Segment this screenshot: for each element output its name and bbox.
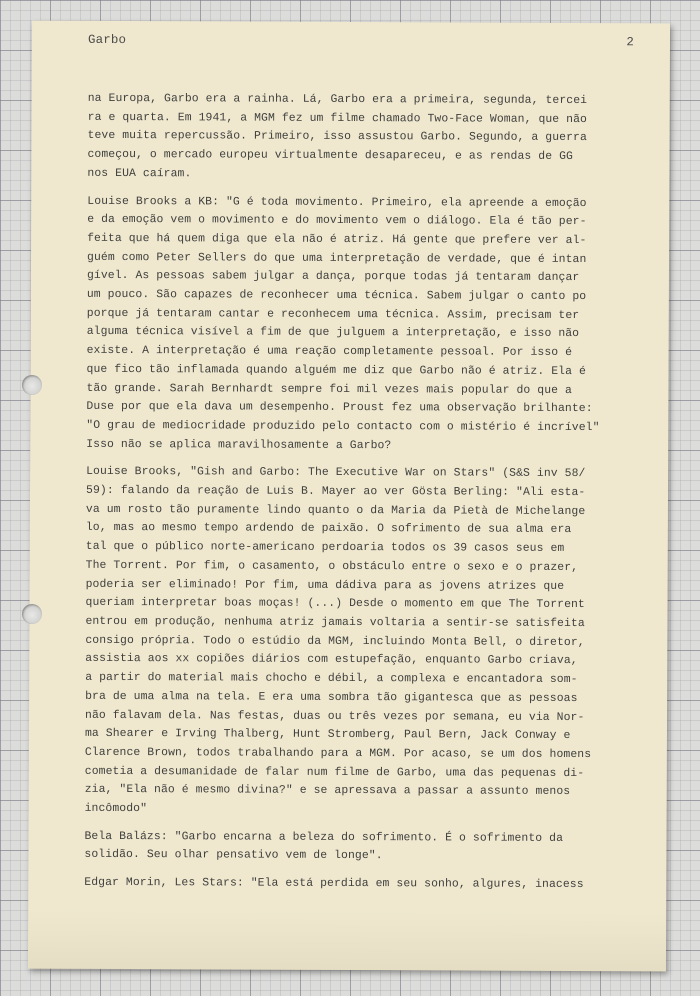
text-line: alguma técnica visível a fim de que julguem a interpretação, e isso não (86, 326, 580, 341)
text-line: tão grande. Sarah Bernhardt sempre foi mil vezes mais popular do que a (86, 382, 572, 397)
paragraph (87, 90, 667, 186)
paragraph (84, 828, 664, 868)
paragraph (86, 192, 667, 456)
paragraph (84, 874, 664, 895)
text-line: ma Shearer e Irving Thalberg, Hunt Stromberg, Paul Bern, Jack Conway e (84, 728, 571, 743)
text-line: Duse por que ela dava um desempenho. Proust fez uma observação brilhante: (86, 401, 593, 416)
text-line: Louise Brooks a KB: "G é toda movimento. Primeiro, ela apreende a emoção (87, 195, 587, 210)
punch-hole (22, 375, 42, 395)
text-line: Bela Balázs: "Garbo encarna a beleza do sofrimento. É o sofrimento da (84, 830, 564, 845)
text-line: entrou em produção, nenhuma atriz jamais voltaria a sentir-se satisfeita (85, 615, 585, 631)
text-line: existe. A interpretação é uma reação completamente pessoal. Por isso é (86, 344, 573, 360)
text-line: poderia ser eliminado! Por fim, uma dádiva para as jovens atrizes que (85, 578, 565, 593)
page-body (84, 90, 667, 895)
text-line: incômodo" (84, 802, 148, 816)
page-header: Garbo (87, 32, 127, 48)
text-line: cometia a desumanidade de falar num filme de Garbo, uma das pequenas di- (84, 765, 585, 780)
text-line: Louise Brooks, "Gish and Garbo: The Executive War on Stars" (S&S inv 58/ (86, 466, 586, 481)
text-line: consigo própria. Todo o estúdio da MGM, incluindo Monta Bell, o diretor, (85, 634, 585, 649)
text-line: bra de uma alma na tela. E era uma sombra tão gigantesca que as pessoas (85, 690, 578, 705)
text-line: Clarence Brown, todos trabalhando para a MGM. Por acaso, se um dos homens (84, 746, 592, 761)
text-line: na Europa, Garbo era a rainha. Lá, Garbo era a primeira, segunda, tercei (87, 92, 588, 108)
text-line: porque já tentaram cantar e reconhecem uma técnica. Assim, precisam ter (86, 307, 580, 322)
text-line: lo, mas ao mesmo tempo ardendo de paixão. O sofrimento de sua alma era (85, 522, 572, 537)
text-line: 59): falando da reação de Luis B. Mayer ao ver Gösta Berling: "Ali esta- (85, 484, 586, 500)
page-number: 2 (626, 35, 635, 50)
text-line: va um rosto tão puramente lindo quanto o da Maria da Pietà de Michelange (85, 503, 586, 518)
text-line: "O grau de mediocridade produzido pelo contacto com o mistério é incrível" (86, 419, 600, 435)
typewritten-page (28, 21, 670, 972)
text-line: tal que o público norte-americano perdoaria todos os 39 casos seus em (85, 541, 565, 556)
text-line: gível. As pessoas sabem julgar a dança, porque todas já tentaram dançar (86, 270, 580, 285)
text-line: assistia aos xx copiões diários com estupefação, enquanto Garbo criava, (85, 653, 578, 668)
punch-hole (22, 604, 42, 624)
text-line: guém como Peter Sellers do que uma interpretação de verdade, que é intan (87, 251, 587, 266)
text-line: queriam interpretar boas moças! (...) Desde o momento em que The Torrent (85, 597, 585, 612)
text-line: e da emoção vem o movimento e do movimento vem o diálogo. Ela é tão per- (87, 214, 587, 229)
text-line: zia, "Ela não é mesmo divina?" e se apressava a passar a assunto menos (84, 784, 571, 799)
text-line: a partir do material mais chocho e débil, a complexa e encantadora som- (85, 671, 578, 687)
text-line: The Torrent. Por fim, o casamento, o obstáculo entre o sexo e o prazer, (85, 559, 579, 574)
text-line: que fico tão inflamada quando alguém me diz que Garbo não é atriz. Ela é (86, 363, 586, 378)
text-line: solidão. Seu olhar pensativo vem de longe". (84, 849, 383, 863)
text-line: ra e quarta. Em 1941, a MGM fez um filme chamado Two-Face Woman, que não (87, 111, 588, 126)
paragraph (85, 463, 667, 821)
text-line: um pouco. São capazes de reconhecer uma técnica. Sabem julgar o canto po (86, 288, 587, 304)
text-line: teve muita repercussão. Primeiro, isso assustou Garbo. Segundo, a guerra (87, 130, 587, 145)
text-line: Isso não se aplica maravilhosamente a Garbo? (86, 438, 392, 452)
text-line: começou, o mercado europeu virtualmente desapareceu, e as rendas de GG (87, 148, 573, 164)
text-line: feita que há quem diga que ela não é atriz. Há gente que prefere ver al- (87, 232, 587, 247)
text-line: Edgar Morin, Les Stars: "Ela está perdida em seu sonho, algures, inacess (84, 876, 584, 892)
text-line: nos EUA caíram. (87, 167, 192, 181)
text-line: não falavam dela. Nas festas, duas ou três vezes por semana, eu via Nor- (85, 709, 585, 724)
